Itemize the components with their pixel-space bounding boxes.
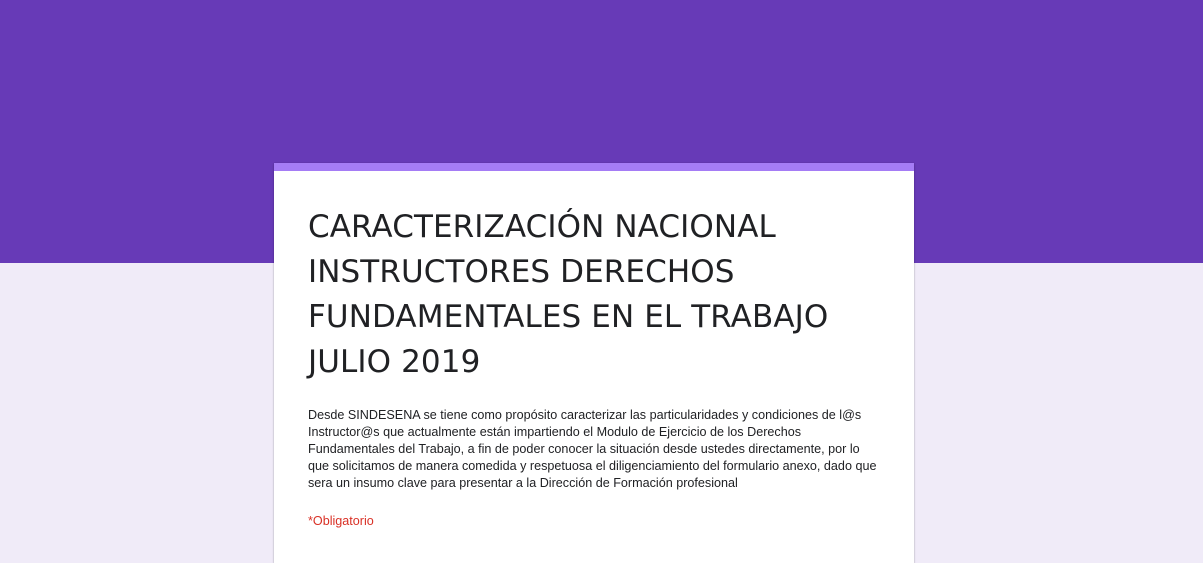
required-indicator: *Obligatorio (308, 514, 374, 528)
form-description: Desde SINDESENA se tiene como propósito caracterizar las particularidades y condiciones de l@s Instructor@s que actualmente están impartiendo el Modulo de Ejercicio de los Derechos Fundamentales del Trabajo, a fin de poder conocer la situación desde ustedes directamente, por lo que solicitamos de manera comedida y respetuosa el diligenciamiento del formulario anexo, dado que sera un insumo clave para presentar a la Dirección de Formación profesional (308, 408, 877, 490)
form-title: CARACTERIZACIÓN NACIONAL INSTRUCTORES DERECHOS FUNDAMENTALES EN EL TRABAJO JULIO 2019 (308, 209, 829, 380)
form-header-card (274, 163, 914, 563)
card-accent-bar (274, 163, 914, 171)
